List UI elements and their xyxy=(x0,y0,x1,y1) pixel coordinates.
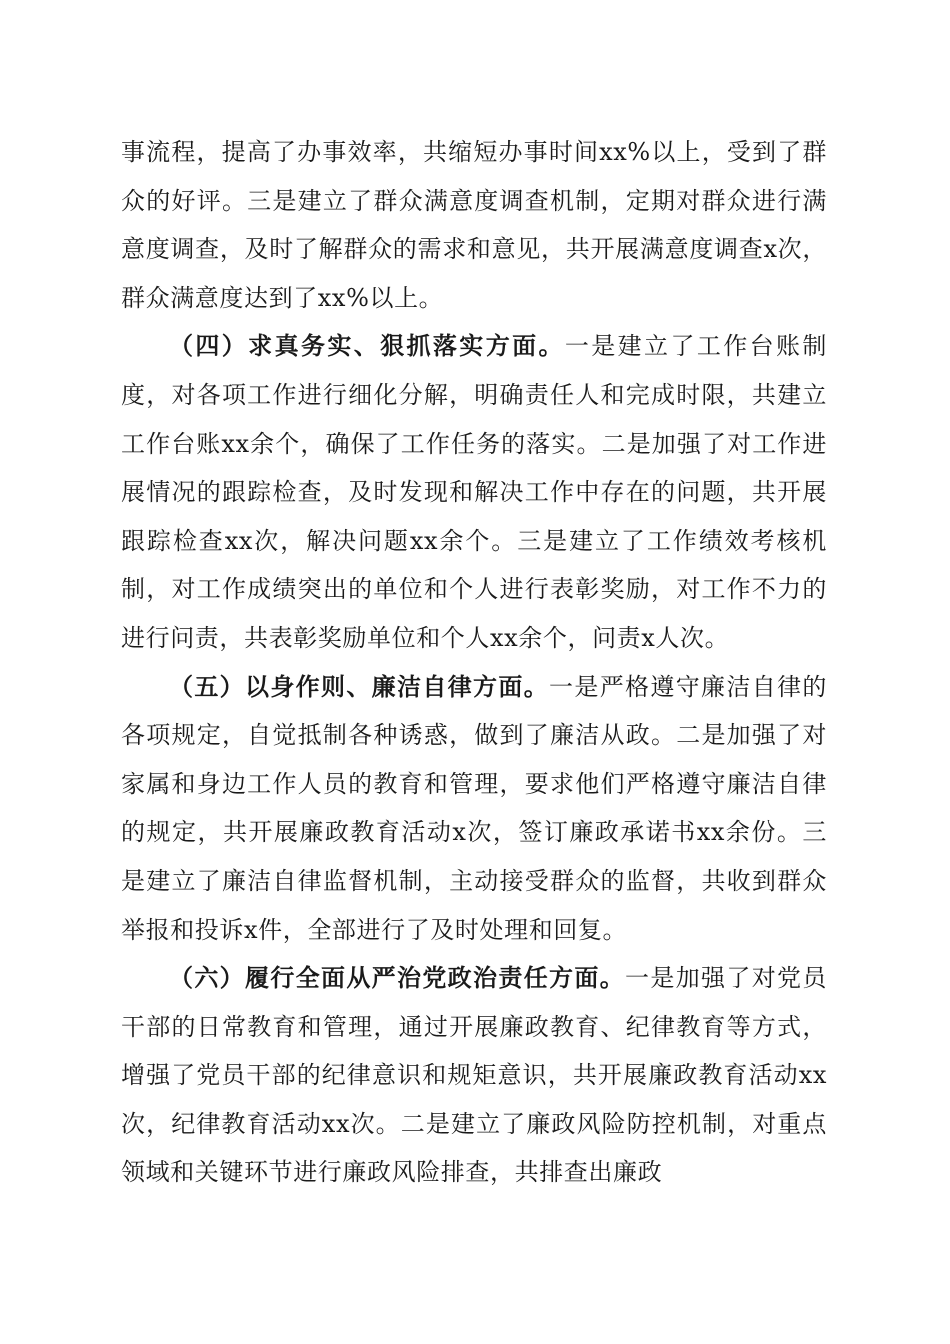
section-heading: （五）以身作则、廉洁自律方面。 xyxy=(169,671,550,701)
paragraph-section-4 xyxy=(121,322,827,662)
paragraph-section-5 xyxy=(121,663,827,955)
section-heading: （四）求真务实、狠抓落实方面。 xyxy=(169,331,565,361)
paragraph-body: 一是严格遵守廉洁自律的各项规定，自觉抵制各种诱惑，做到了廉洁从政。二是加强了对家属和身边工作人员的教育和管理，要求他们严格遵守廉洁自律的规定，共开展廉政教育活动x次，签订廉政承诺书xx余份。三是建立了廉洁自律监督机制，主动接受群众的监督，共收到群众举报和投诉x件，全部进行了及时处理和回复。 xyxy=(121,672,828,944)
document-body xyxy=(121,128,827,1197)
section-heading: （六）履行全面从严治党政治责任方面。 xyxy=(169,963,626,993)
paragraph-continuation xyxy=(121,128,827,322)
paragraph-section-6 xyxy=(121,954,827,1197)
paragraph-body: 一是加强了对党员干部的日常教育和管理，通过开展廉政教育、纪律教育等方式，增强了党员干部的纪律意识和规矩意识，共开展廉政教育活动xx次，纪律教育活动xx次。二是建立了廉政风险防控机制，对重点领域和关键环节进行廉政风险排查，共排查出廉政 xyxy=(121,964,827,1187)
paragraph-body: 一是建立了工作台账制度，对各项工作进行细化分解，明确责任人和完成时限，共建立工作台账xx余个，确保了工作任务的落实。二是加强了对工作进展情况的跟踪检查，及时发现和解决工作中存在的问题，共开展跟踪检查xx次，解决问题xx余个。三是建立了工作绩效考核机制，对工作成绩突出的单位和个人进行表彰奖励，对工作不力的进行问责，共表彰奖励单位和个人xx余个，问责x人次。 xyxy=(121,332,827,652)
paragraph-body: 事流程，提高了办事效率，共缩短办事时间xx%以上，受到了群众的好评。三是建立了群众满意度调查机制，定期对群众进行满意度调查，及时了解群众的需求和意见，共开展满意度调查x次，群众满意度达到了xx%以上。 xyxy=(121,138,827,312)
